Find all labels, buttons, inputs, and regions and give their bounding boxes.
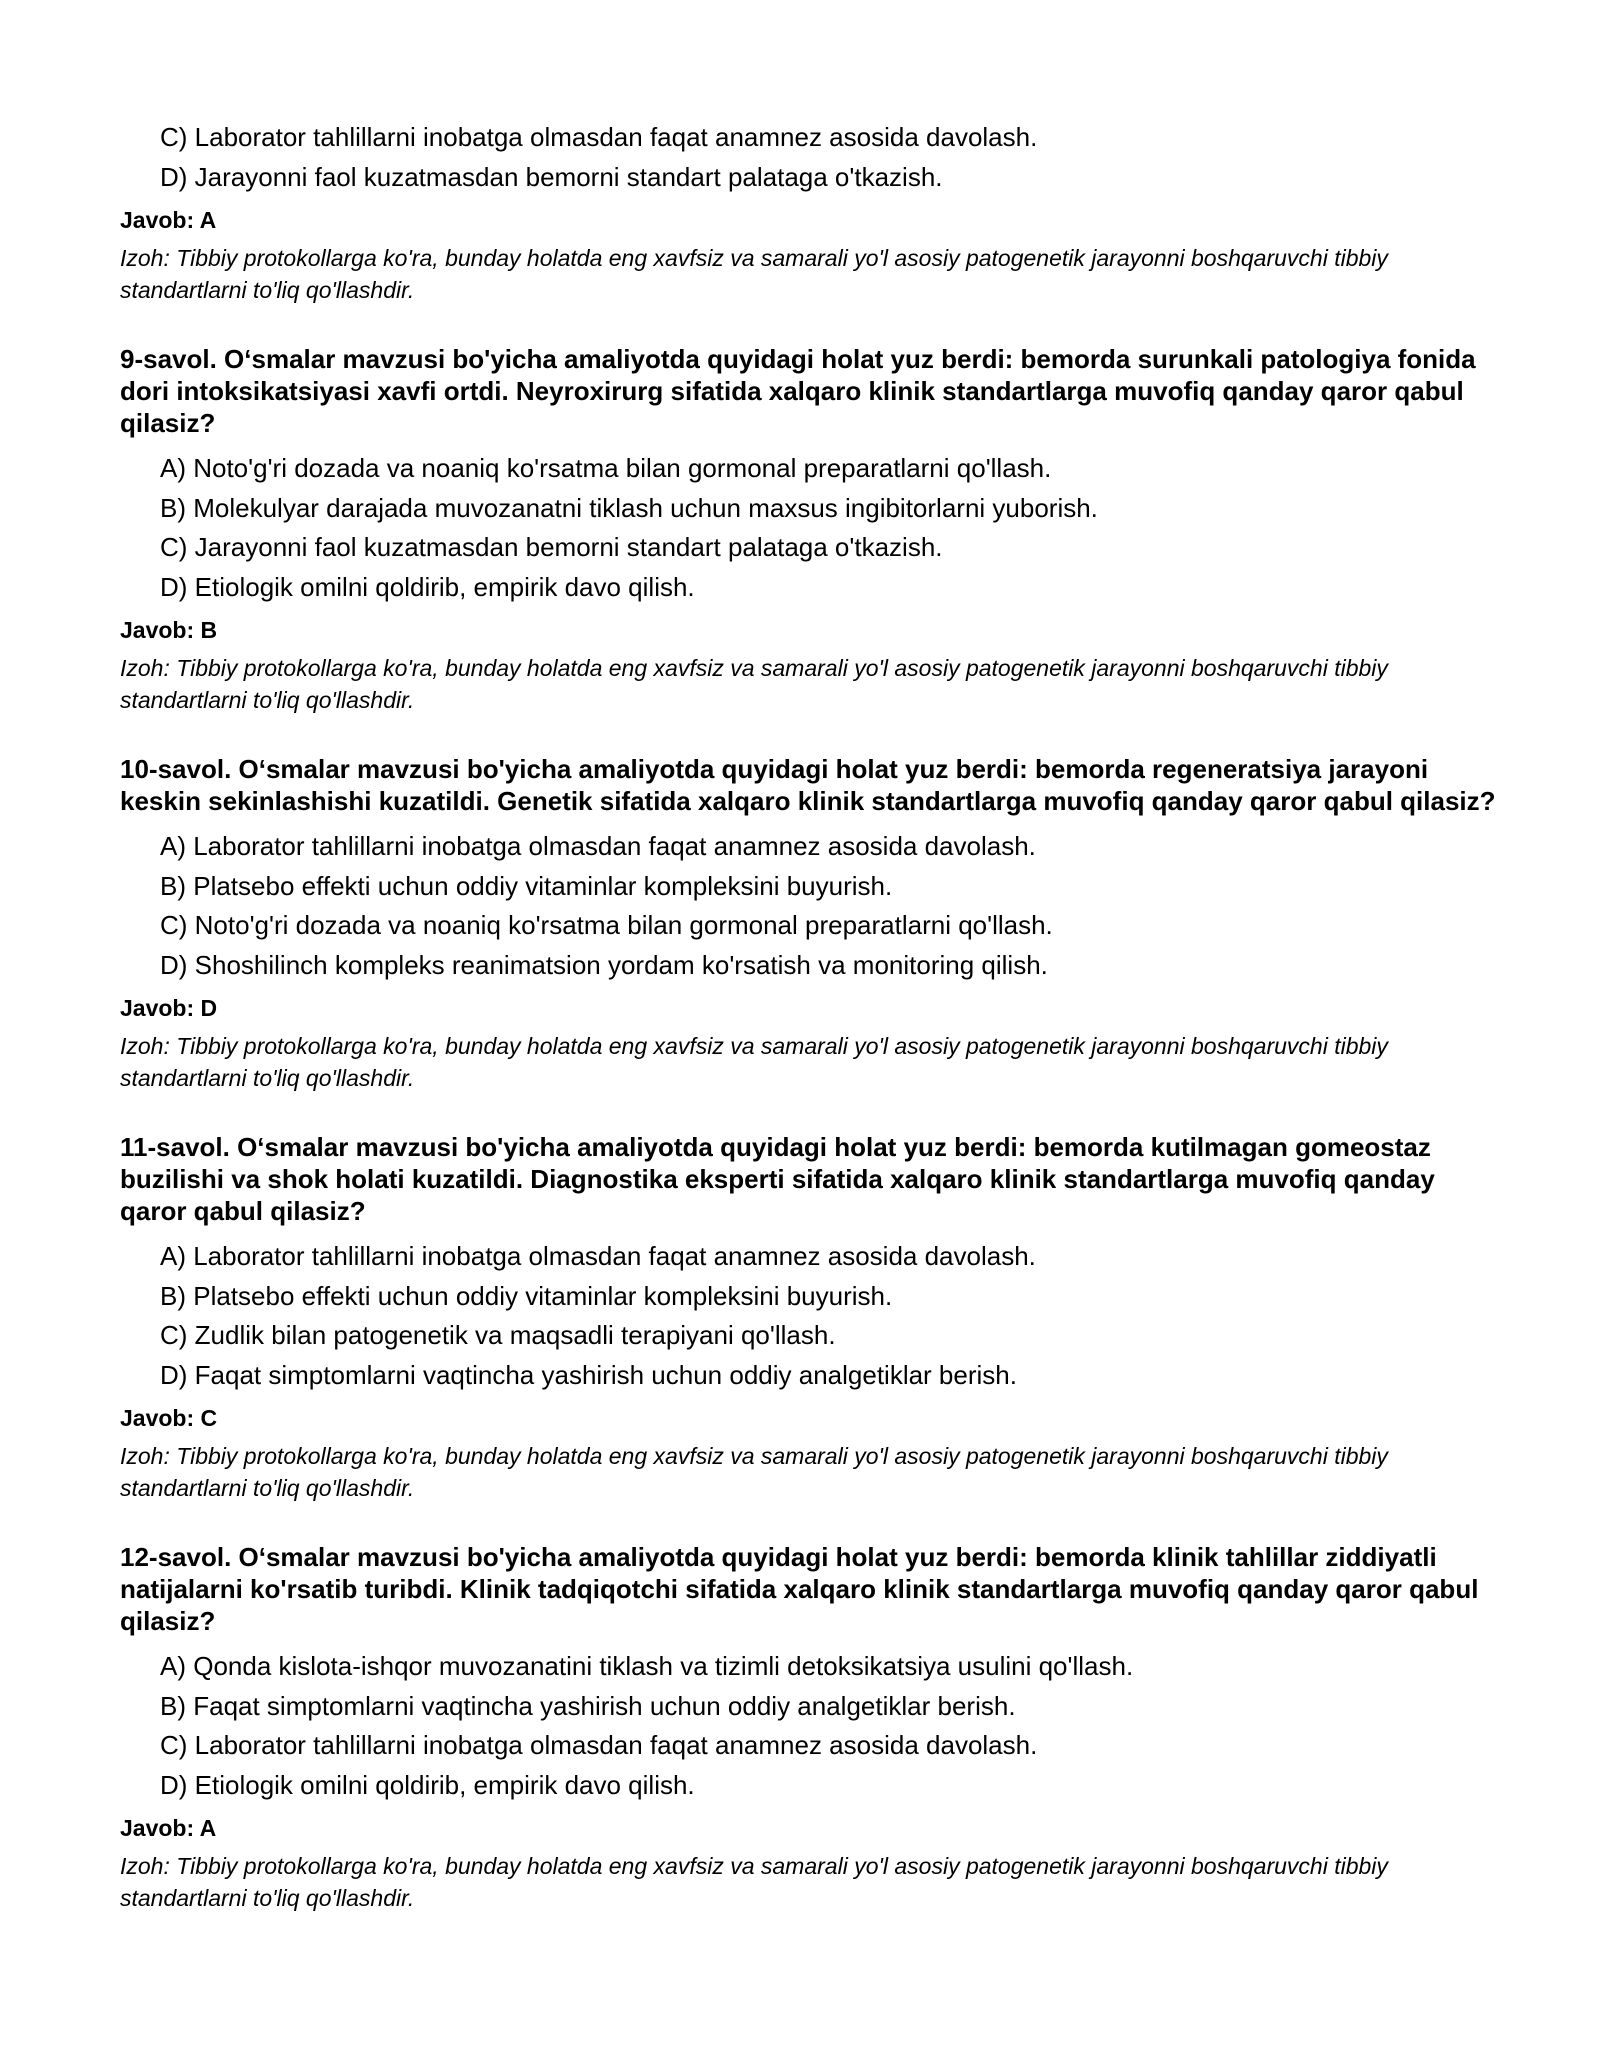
- question-block-11: [120, 1131, 1500, 1504]
- document-page: [120, 118, 1500, 1914]
- option-b: B) Faqat simptomlarni vaqtincha yashirish uchun oddiy analgetiklar berish.: [160, 1690, 1016, 1721]
- option-c: C) Noto'g'ri dozada va noaniq ko'rsatma bilan gormonal preparatlarni qo'llash.: [160, 910, 1053, 940]
- option-d: D) Jarayonni faol kuzatmasdan bemorni standart palataga o'tkazish.: [160, 161, 943, 192]
- options-list: [120, 1647, 1500, 1805]
- question-block-12: [120, 1541, 1500, 1914]
- explanation-note: Izoh: Tibbiy protokollarga ko'ra, bunday holatda eng xavfsiz va samarali yo'l asosiy patogenetik jarayonni boshqaruvchi tibbiy standartlarni to'liq qo'llashdir.: [120, 655, 1388, 713]
- option-d: D) Etiologik omilni qoldirib, empirik davo qilish.: [160, 571, 695, 602]
- question-block-9: [120, 343, 1500, 716]
- answer-label: Javob: B: [120, 617, 218, 643]
- option-a: A) Noto'g'ri dozada va noaniq ko'rsatma bilan gormonal preparatlarni qo'llash.: [160, 453, 1052, 483]
- options-list: [120, 118, 1500, 197]
- explanation-note: Izoh: Tibbiy protokollarga ko'ra, bunday holatda eng xavfsiz va samarali yo'l asosiy patogenetik jarayonni boshqaruvchi tibbiy standartlarni to'liq qo'llashdir.: [120, 1033, 1388, 1091]
- option-c: C) Zudlik bilan patogenetik va maqsadli terapiyani qo'llash.: [160, 1320, 836, 1350]
- explanation-note: Izoh: Tibbiy protokollarga ko'ra, bunday holatda eng xavfsiz va samarali yo'l asosiy patogenetik jarayonni boshqaruvchi tibbiy standartlarni to'liq qo'llashdir.: [120, 1443, 1388, 1501]
- options-list: [120, 1237, 1500, 1395]
- explanation-note: Izoh: Tibbiy protokollarga ko'ra, bunday holatda eng xavfsiz va samarali yo'l asosiy patogenetik jarayonni boshqaruvchi tibbiy standartlarni to'liq qo'llashdir.: [120, 1853, 1388, 1911]
- option-d: D) Etiologik omilni qoldirib, empirik davo qilish.: [160, 1769, 695, 1800]
- answer-label: Javob: D: [120, 995, 218, 1021]
- option-c: C) Laborator tahlillarni inobatga olmasdan faqat anamnez asosida davolash.: [160, 1730, 1038, 1760]
- question-title: 9-savol. O‘smalar mavzusi bo'yicha amaliyotda quyidagi holat yuz berdi: bemorda surunkali patologiya fonida dori intoksikatsiyasi xavfi ortdi. Neyroxirurg sifatida xalqaro klinik standartlarga muvofiq qanday qaror qabul qilasiz?: [120, 344, 1476, 438]
- answer-label: Javob: A: [120, 207, 217, 233]
- option-a: A) Qonda kislota-ishqor muvozanatini tiklash va tizimli detoksikatsiya usulini qo'llash.: [160, 1651, 1134, 1681]
- option-d: D) Shoshilinch kompleks reanimatsion yordam ko'rsatish va monitoring qilish.: [160, 949, 1048, 980]
- answer-label: Javob: C: [120, 1405, 218, 1431]
- carryover-question-block: [120, 118, 1500, 306]
- question-title: 11-savol. O‘smalar mavzusi bo'yicha amaliyotda quyidagi holat yuz berdi: bemorda kutilmagan gomeostaz buzilishi va shok holati kuzatildi. Diagnostika eksperti sifatida xalqaro klinik standartlarga muvofiq qanday qaror qabul qilasiz?: [120, 1132, 1435, 1226]
- option-a: A) Laborator tahlillarni inobatga olmasdan faqat anamnez asosida davolash.: [160, 831, 1036, 861]
- option-d: D) Faqat simptomlarni vaqtincha yashirish uchun oddiy analgetiklar berish.: [160, 1359, 1017, 1390]
- explanation-note: Izoh: Tibbiy protokollarga ko'ra, bunday holatda eng xavfsiz va samarali yo'l asosiy patogenetik jarayonni boshqaruvchi tibbiy standartlarni to'liq qo'llashdir.: [120, 245, 1388, 303]
- option-c: C) Jarayonni faol kuzatmasdan bemorni standart palataga o'tkazish.: [160, 532, 943, 562]
- option-a: A) Laborator tahlillarni inobatga olmasdan faqat anamnez asosida davolash.: [160, 1241, 1036, 1271]
- options-list: [120, 449, 1500, 607]
- question-title: 10-savol. O‘smalar mavzusi bo'yicha amaliyotda quyidagi holat yuz berdi: bemorda regeneratsiya jarayoni keskin sekinlashishi kuzatildi. Genetik sifatida xalqaro klinik standartlarga muvofiq qanday qaror qabul qilasiz?: [120, 754, 1496, 816]
- option-b: B) Platsebo effekti uchun oddiy vitaminlar kompleksini buyurish.: [160, 870, 893, 901]
- option-b: B) Molekulyar darajada muvozanatni tiklash uchun maxsus ingibitorlarni yuborish.: [160, 492, 1098, 523]
- option-c: C) Laborator tahlillarni inobatga olmasdan faqat anamnez asosida davolash.: [160, 122, 1038, 152]
- question-title: 12-savol. O‘smalar mavzusi bo'yicha amaliyotda quyidagi holat yuz berdi: bemorda klinik tahlillar ziddiyatli natijalarni ko'rsatib turibdi. Klinik tadqiqotchi sifatida xalqaro klinik standartlarga muvofiq qanday qaror qabul qilasiz?: [120, 1542, 1479, 1636]
- question-block-10: [120, 753, 1500, 1094]
- answer-label: Javob: A: [120, 1815, 217, 1841]
- option-b: B) Platsebo effekti uchun oddiy vitaminlar kompleksini buyurish.: [160, 1280, 893, 1311]
- options-list: [120, 827, 1500, 985]
